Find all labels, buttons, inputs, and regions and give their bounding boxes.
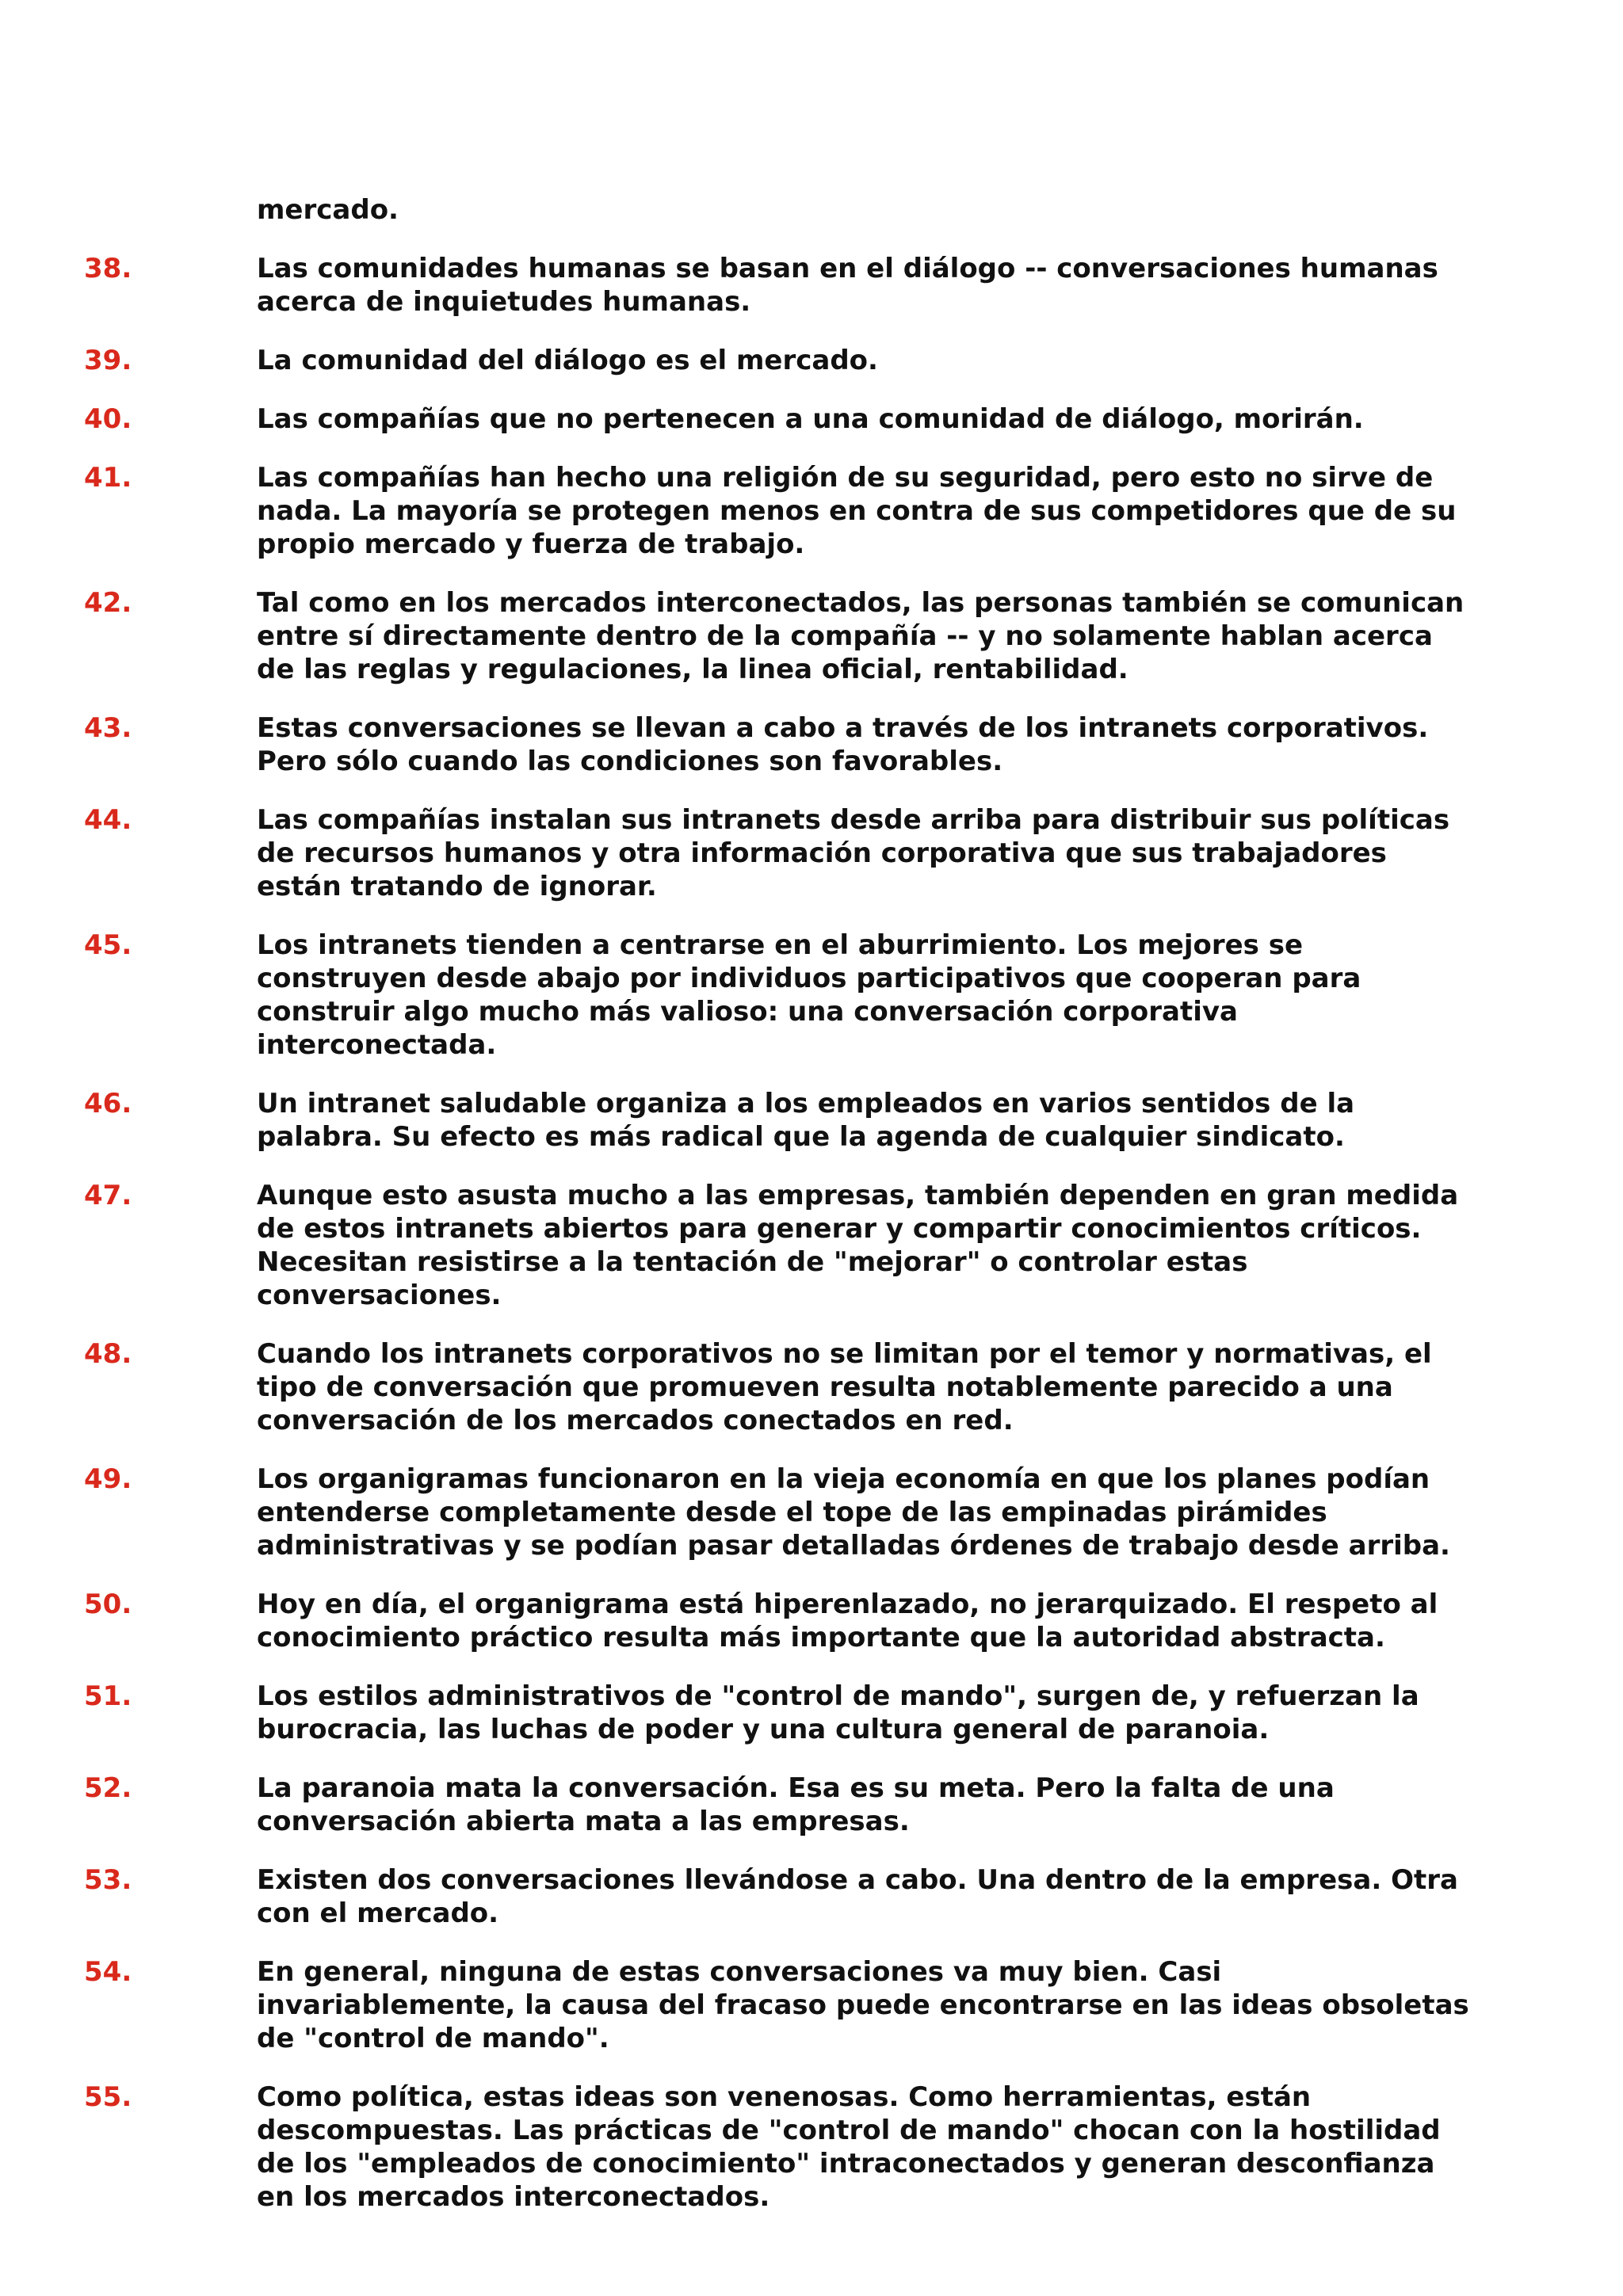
- item-text-line: Los intranets tienden a centrarse en el aburrimiento. Los mejores se: [257, 929, 1304, 961]
- item-number: 54.: [84, 1956, 132, 1988]
- item-number: 43.: [84, 712, 132, 744]
- item-number: 41.: [84, 462, 132, 494]
- item-text: [257, 711, 1477, 778]
- list-item: [0, 344, 1623, 377]
- item-text-line: conocimiento práctico resulta más importante que la autoridad abstracta.: [257, 1622, 1385, 1653]
- item-text-line: Necesitan resistirse a la tentación de "mejorar" o controlar estas: [257, 1246, 1248, 1278]
- item-text-line: tipo de conversación que promueven resulta notablemente parecido a una: [257, 1371, 1393, 1403]
- item-text-line: conversaciones.: [257, 1280, 502, 1311]
- item-text: [257, 2081, 1477, 2214]
- list-item: [0, 252, 1623, 318]
- item-text-line: La comunidad del diálogo es el mercado.: [257, 345, 878, 376]
- item-text-line: burocracia, las luchas de poder y una cultura general de paranoia.: [257, 1714, 1270, 1745]
- item-text-line: de estos intranets abiertos para generar y compartir conocimientos críticos.: [257, 1213, 1422, 1245]
- list-item: [0, 586, 1623, 686]
- item-text-line: Hoy en día, el organigrama está hiperenlazado, no jerarquizado. El respeto al: [257, 1589, 1438, 1620]
- item-text-line: acerca de inquietudes humanas.: [257, 286, 751, 318]
- list-item: [0, 929, 1623, 1062]
- item-text: [257, 1772, 1477, 1838]
- list-item: [0, 461, 1623, 561]
- item-text-line: construir algo mucho más valioso: una conversación corporativa: [257, 996, 1238, 1028]
- item-text-line: invariablemente, la causa del fracaso puede encontrarse en las ideas obsoletas: [257, 1989, 1469, 2021]
- list-item: [0, 1463, 1623, 1562]
- list-item: [0, 1955, 1623, 2055]
- item-text-line: palabra. Su efecto es más radical que la agenda de cualquier sindicato.: [257, 1121, 1345, 1153]
- item-text-line: Las compañías han hecho una religión de su seguridad, pero esto no sirve de: [257, 462, 1434, 494]
- item-number: 52.: [84, 1772, 132, 1804]
- list-item: [0, 1772, 1623, 1838]
- item-text: [257, 1955, 1477, 2055]
- item-number: 38.: [84, 253, 132, 284]
- item-text-line: están tratando de ignorar.: [257, 871, 657, 902]
- numbered-list: [0, 252, 1623, 2214]
- list-item: [0, 1863, 1623, 1930]
- item-text-line: Cuando los intranets corporativos no se limitan por el temor y normativas, el: [257, 1338, 1432, 1370]
- item-text-line: Los organigramas funcionaron en la vieja economía en que los planes podían: [257, 1463, 1430, 1495]
- item-text: [257, 1863, 1477, 1930]
- item-text-line: administrativas y se podían pasar detalladas órdenes de trabajo desde arriba.: [257, 1530, 1450, 1562]
- item-text-line: Como política, estas ideas son venenosas. Como herramientas, están: [257, 2081, 1312, 2113]
- list-item: [0, 2081, 1623, 2214]
- list-item: [0, 402, 1623, 436]
- item-text-line: descompuestas. Las prácticas de "control de mando" chocan con la hostilidad: [257, 2115, 1441, 2146]
- item-number: 39.: [84, 345, 132, 376]
- item-number: 51.: [84, 1680, 132, 1712]
- item-text-line: propio mercado y fuerza de trabajo.: [257, 528, 805, 560]
- item-text-line: conversación abierta mata a las empresas.: [257, 1806, 910, 1837]
- item-text: [257, 344, 1477, 377]
- item-text-line: La paranoia mata la conversación. Esa es su meta. Pero la falta de una: [257, 1772, 1335, 1804]
- item-text: [257, 252, 1477, 318]
- item-text-line: entenderse completamente desde el tope de las empinadas pirámides: [257, 1497, 1327, 1528]
- item-text-line: Aunque esto asusta mucho a las empresas, también dependen en gran medida: [257, 1180, 1459, 1211]
- item-text: [257, 586, 1477, 686]
- item-text-line: Las compañías que no pertenecen a una comunidad de diálogo, morirán.: [257, 403, 1364, 435]
- item-text-line: Tal como en los mercados interconectados, las personas también se comunican: [257, 587, 1465, 619]
- item-text-line: de los "empleados de conocimiento" intraconectados y generan desconfianza: [257, 2148, 1435, 2180]
- item-text: [257, 1087, 1477, 1154]
- item-number: 49.: [84, 1463, 132, 1495]
- item-text-line: Existen dos conversaciones llevándose a cabo. Una dentro de la empresa. Otra: [257, 1864, 1458, 1896]
- item-number: 45.: [84, 929, 132, 961]
- item-number: 42.: [84, 587, 132, 619]
- continuation-text: mercado.: [257, 194, 399, 226]
- item-text: [257, 402, 1477, 436]
- item-text-line: interconectada.: [257, 1029, 497, 1061]
- item-text-line: Los estilos administrativos de "control de mando", surgen de, y refuerzan la: [257, 1680, 1419, 1712]
- item-text-line: Estas conversaciones se llevan a cabo a través de los intranets corporativos.: [257, 712, 1429, 744]
- item-text: [257, 1463, 1477, 1562]
- list-item: [0, 1337, 1623, 1437]
- item-text-line: Las compañías instalan sus intranets desde arriba para distribuir sus políticas: [257, 804, 1450, 836]
- item-text-line: entre sí directamente dentro de la compañía -- y no solamente hablan acerca: [257, 620, 1433, 652]
- item-number: 50.: [84, 1589, 132, 1620]
- item-text-line: Las comunidades humanas se basan en el diálogo -- conversaciones humanas: [257, 253, 1438, 284]
- item-text-line: con el mercado.: [257, 1897, 499, 1929]
- item-text: [257, 803, 1477, 903]
- item-number: 40.: [84, 403, 132, 435]
- item-text-line: construyen desde abajo por individuos participativos que cooperan para: [257, 963, 1361, 994]
- item-number: 44.: [84, 804, 132, 836]
- item-text-line: de recursos humanos y otra información corporativa que sus trabajadores: [257, 837, 1387, 869]
- item-text-line: de las reglas y regulaciones, la linea oficial, rentabilidad.: [257, 654, 1128, 685]
- item-text: [257, 929, 1477, 1062]
- item-text-line: Un intranet saludable organiza a los empleados en varios sentidos de la: [257, 1088, 1355, 1119]
- item-text-line: nada. La mayoría se protegen menos en contra de sus competidores que de su: [257, 495, 1457, 527]
- item-text-line: En general, ninguna de estas conversaciones va muy bien. Casi: [257, 1956, 1222, 1988]
- item-text-line: de "control de mando".: [257, 2023, 609, 2054]
- item-number: 55.: [84, 2081, 132, 2113]
- item-text-line: conversación de los mercados conectados en red.: [257, 1405, 1014, 1436]
- item-text: [257, 1588, 1477, 1654]
- list-item: [0, 1588, 1623, 1654]
- list-item: [0, 1179, 1623, 1312]
- item-text: [257, 1337, 1477, 1437]
- item-text-line: Pero sólo cuando las condiciones son favorables.: [257, 746, 1003, 777]
- list-item: [0, 803, 1623, 903]
- item-number: 53.: [84, 1864, 132, 1896]
- item-text: [257, 1179, 1477, 1312]
- item-number: 47.: [84, 1180, 132, 1211]
- item-text: [257, 1680, 1477, 1746]
- item-text-line: en los mercados interconectados.: [257, 2181, 770, 2213]
- item-text: [257, 461, 1477, 561]
- list-item: [0, 1680, 1623, 1746]
- list-item: [0, 711, 1623, 778]
- list-item: [0, 1087, 1623, 1154]
- item-number: 46.: [84, 1088, 132, 1119]
- item-number: 48.: [84, 1338, 132, 1370]
